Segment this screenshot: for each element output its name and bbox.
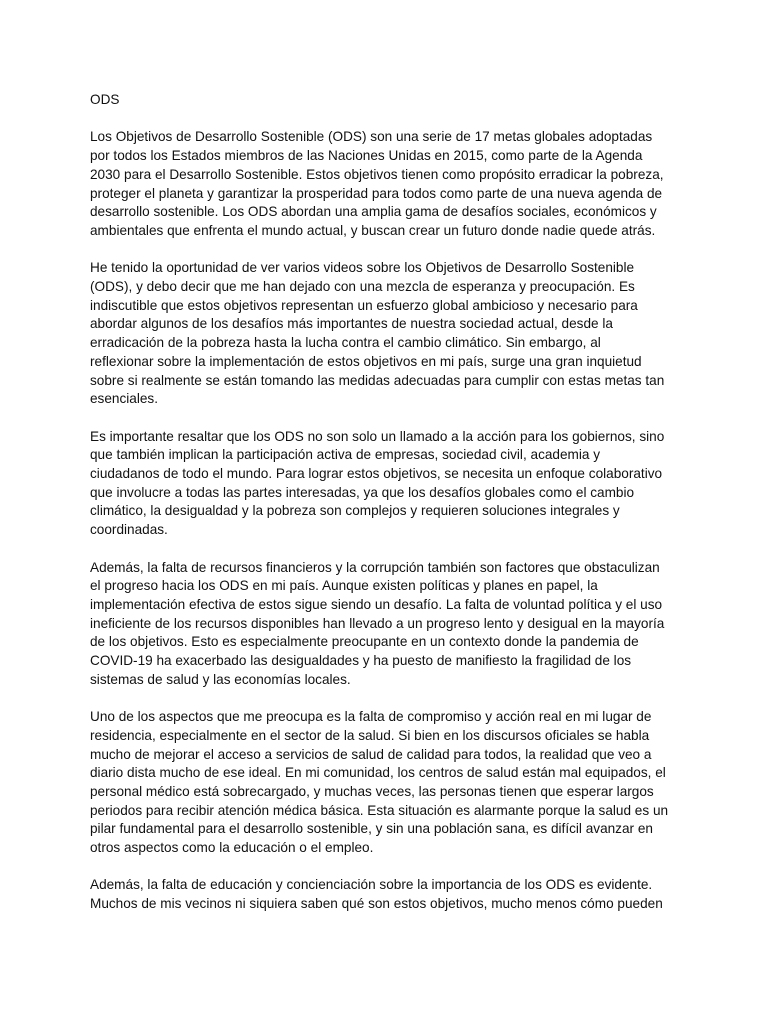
paragraph-4 <box>90 559 680 690</box>
text-line: Muchos de mis vecinos ni siquiera saben qué son estos objetivos, mucho menos cómo pueden <box>90 896 663 912</box>
text-line: mucho de mejorar el acceso a servicios de salud de calidad para todos, la realidad que veo a <box>90 746 652 762</box>
text-line: periodos para recibir atención médica básica. Esta situación es alarmante porque la salud es un <box>90 802 669 818</box>
text-line: erradicación de la pobreza hasta la lucha contra el cambio climático. Sin embargo, al <box>90 335 601 351</box>
text-line: implementación efectiva de estos sigue siendo un desafío. La falta de voluntad política y el uso <box>90 596 663 612</box>
text-line: el progreso hacia los ODS en mi país. Aunque existen políticas y planes en papel, la <box>90 578 598 594</box>
paragraph-1 <box>90 128 680 240</box>
text-line: climático, la desigualdad y la pobreza son complejos y requieren soluciones integrales y <box>90 503 620 519</box>
text-line: Los Objetivos de Desarrollo Sostenible (ODS) son una serie de 17 metas globales adoptadas <box>90 129 653 145</box>
text-line: diario dista mucho de ese ideal. En mi comunidad, los centros de salud están mal equipados, el <box>90 765 666 781</box>
text-line: que involucre a todas las partes interesadas, ya que los desafíos globales como el cambio <box>90 484 635 500</box>
text-line: residencia, especialmente en el sector de la salud. Si bien en los discursos oficiales se habla <box>90 727 650 743</box>
document-page <box>90 91 680 933</box>
text-line: de los objetivos. Esto es especialmente preocupante en un contexto donde la pandemia de <box>90 634 639 650</box>
text-line: proteger el planeta y garantizar la prosperidad para todos como parte de una nueva agenda de <box>90 185 663 201</box>
text-line: otros aspectos como la educación o el empleo. <box>90 840 374 856</box>
text-line: indiscutible que estos objetivos representan un esfuerzo global ambicioso y necesario para <box>90 297 638 313</box>
paragraph-6 <box>90 876 680 913</box>
paragraph-3 <box>90 428 680 540</box>
text-line: por todos los Estados miembros de las Naciones Unidas en 2015, como parte de la Agenda <box>90 148 643 164</box>
text-line: sistemas de salud y las economías locales. <box>90 671 351 687</box>
text-line: Es importante resaltar que los ODS no son solo un llamado a la acción para los gobiernos, sino <box>90 428 665 444</box>
text-line: que también implican la participación activa de empresas, sociedad civil, academia y <box>90 447 601 463</box>
text-line: 2030 para el Desarrollo Sostenible. Estos objetivos tienen como propósito erradicar la pobreza, <box>90 166 664 182</box>
text-line: (ODS), y debo decir que me han dejado con una mezcla de esperanza y preocupación. Es <box>90 279 635 294</box>
text-line: sobre si realmente se están tomando las medidas adecuadas para cumplir con estas metas tan <box>90 372 665 388</box>
text-line: personal médico está sobrecargado, y muchas veces, las personas tienen que esperar largos <box>90 783 654 799</box>
document-title: ODS <box>90 92 120 107</box>
text-line: Además, la falta de educación y concienciación sobre la importancia de los ODS es evidente. <box>90 877 653 893</box>
text-line: desarrollo sostenible. Los ODS abordan una amplia gama de desafíos sociales, económicos y <box>90 204 657 220</box>
text-line: reflexionar sobre la implementación de estos objetivos en mi país, surge una gran inquietud <box>90 353 642 369</box>
text-line: ineficiente de los recursos disponibles han llevado a un progreso lento y desigual en la mayoría <box>90 615 665 631</box>
text-line: Uno de los aspectos que me preocupa es la falta de compromiso y acción real en mi lugar de <box>90 709 652 725</box>
text-line: pilar fundamental para el desarrollo sostenible, y sin una población sana, es difícil avanzar en <box>90 821 653 837</box>
text-line: COVID-19 ha exacerbado las desigualdades y ha puesto de manifiesto la fragilidad de los <box>90 653 632 669</box>
text-line: He tenido la oportunidad de ver varios videos sobre los Objetivos de Desarrollo Sostenible <box>90 260 635 276</box>
text-line: abordar algunos de los desafíos más importantes de nuestra sociedad actual, desde la <box>90 316 613 332</box>
text-line: ciudadanos de todo el mundo. Para lograr estos objetivos, se necesita un enfoque colaborativo <box>90 466 663 482</box>
text-line: esenciales. <box>90 391 159 407</box>
text-line: ambientales que enfrenta el mundo actual, y buscan crear un futuro donde nadie quede atrás. <box>90 222 656 238</box>
paragraph-2 <box>90 259 680 409</box>
text-line: coordinadas. <box>90 522 168 538</box>
paragraph-5 <box>90 708 680 858</box>
text-line: Además, la falta de recursos financieros y la corrupción también son factores que obstaculizan <box>90 559 660 575</box>
